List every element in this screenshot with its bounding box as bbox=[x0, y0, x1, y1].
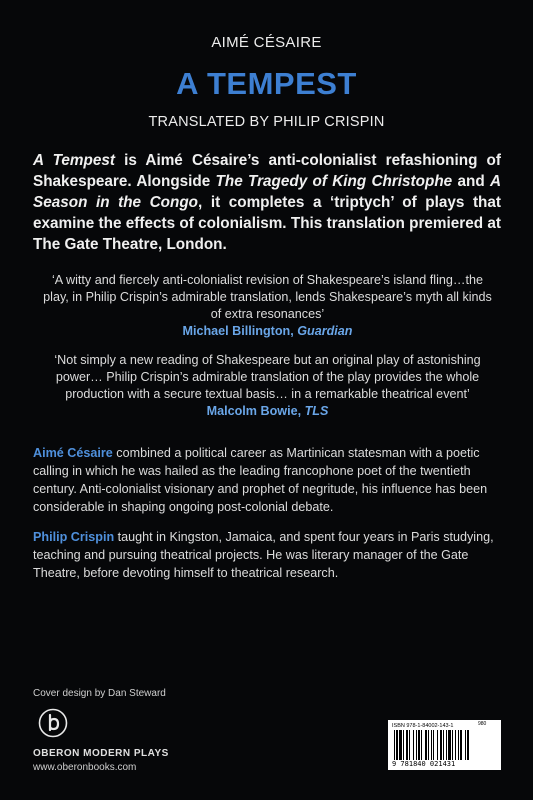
barcode-bar bbox=[399, 730, 402, 760]
barcode-bar bbox=[455, 730, 456, 760]
critic-name: Michael Billington, bbox=[182, 324, 298, 338]
barcode-bar bbox=[443, 730, 444, 760]
price-code: 980 bbox=[478, 721, 487, 727]
barcode-bar bbox=[446, 730, 447, 760]
author-name: AIMÉ CÉSAIRE bbox=[211, 34, 322, 51]
blurb-part2: and bbox=[452, 173, 490, 190]
barcode-bar bbox=[440, 730, 442, 760]
barcode-bar bbox=[418, 730, 420, 760]
bio-text: combined a political career as Martinican statesman with a poetic calling in which he was hailed as the leading francophone poet of the twentieth century. Anti-colonialist visionary and prophet of negritude, his influence has been considerable in shaping ongoing post-colonial debate. bbox=[33, 446, 488, 514]
barcode-bar bbox=[416, 730, 417, 760]
quote-text: ‘A witty and fiercely anti-colonialist revision of Shakespeare’s island fling…the play, in Philip Crispin’s admirable translation, lends Shakespeare’s myth all kinds of extra resonances’ bbox=[43, 273, 492, 321]
bio-text: taught in Kingston, Jamaica, and spent four years in Paris studying, teaching and pursuing theatrical projects. He was literary manager of the Gate Theatre, before devoting himself to theatrical research. bbox=[33, 530, 494, 580]
author-bio bbox=[33, 444, 501, 516]
book-title: A TEMPEST bbox=[176, 66, 357, 101]
publisher-website: www.oberonbooks.com bbox=[33, 762, 137, 773]
isbn-label: ISBN 978-1-84002-143-1 bbox=[392, 723, 454, 729]
review-quote bbox=[40, 272, 495, 340]
blurb-part1: is Aimé Césaire’s anti-colonialist refashioning of Shakespeare. Alongside bbox=[33, 152, 501, 190]
blurb-work1: The Tragedy of King Christophe bbox=[215, 173, 453, 190]
isbn-barcode bbox=[388, 720, 501, 770]
bio-name: Aimé Césaire bbox=[33, 446, 113, 460]
barcode-bar bbox=[452, 730, 453, 760]
cover-design-credit: Cover design by Dan Steward bbox=[33, 688, 166, 699]
quote-attribution bbox=[207, 404, 329, 418]
barcode-bar bbox=[425, 730, 427, 760]
barcode-bar bbox=[406, 730, 408, 760]
barcode-bar bbox=[433, 730, 434, 760]
publication-name: Guardian bbox=[297, 324, 353, 338]
quote-text: ‘Not simply a new reading of Shakespeare but an original play of astonishing power… Philip Crispin’s admirable translation of the play provides the whole production with a secure textual basis… in a remarkable theatrical event’ bbox=[54, 353, 481, 401]
barcode-bar bbox=[458, 730, 459, 760]
barcode-bar bbox=[448, 730, 451, 760]
barcode-bar bbox=[394, 730, 395, 760]
translator-bio bbox=[33, 528, 501, 582]
barcode-bar bbox=[467, 730, 469, 760]
barcode-bar bbox=[403, 730, 404, 760]
barcode-digits: 9 781840 021431 bbox=[392, 760, 456, 768]
bio-name: Philip Crispin bbox=[33, 530, 115, 544]
barcode-bar bbox=[437, 730, 438, 760]
quote-attribution bbox=[182, 324, 352, 338]
barcode-bar bbox=[396, 730, 398, 760]
translator-credit: TRANSLATED BY PHILIP CRISPIN bbox=[148, 114, 385, 130]
critic-name: Malcolm Bowie, bbox=[206, 404, 305, 418]
barcode-bar bbox=[421, 730, 422, 760]
barcode-bars bbox=[392, 730, 496, 760]
blurb-part3: , it completes a ‘triptych’ of plays that examine the effects of colonialism. This translation premiered at The Gate Theatre, London. bbox=[33, 194, 501, 253]
barcode-bar bbox=[465, 730, 466, 760]
publication-name: TLS bbox=[304, 404, 329, 418]
blurb-title-italic: A Tempest bbox=[33, 152, 115, 169]
barcode-bar bbox=[431, 730, 432, 760]
review-quote bbox=[40, 352, 495, 420]
barcode-bar bbox=[409, 730, 410, 760]
blurb-work2: A Season in the Congo bbox=[33, 173, 501, 211]
barcode-bar bbox=[428, 730, 429, 760]
barcode-bar bbox=[460, 730, 462, 760]
imprint-name: OBERON MODERN PLAYS bbox=[33, 748, 169, 759]
barcode-bar bbox=[413, 730, 414, 760]
oberon-logo-icon bbox=[38, 708, 68, 738]
blurb-paragraph bbox=[33, 150, 501, 255]
